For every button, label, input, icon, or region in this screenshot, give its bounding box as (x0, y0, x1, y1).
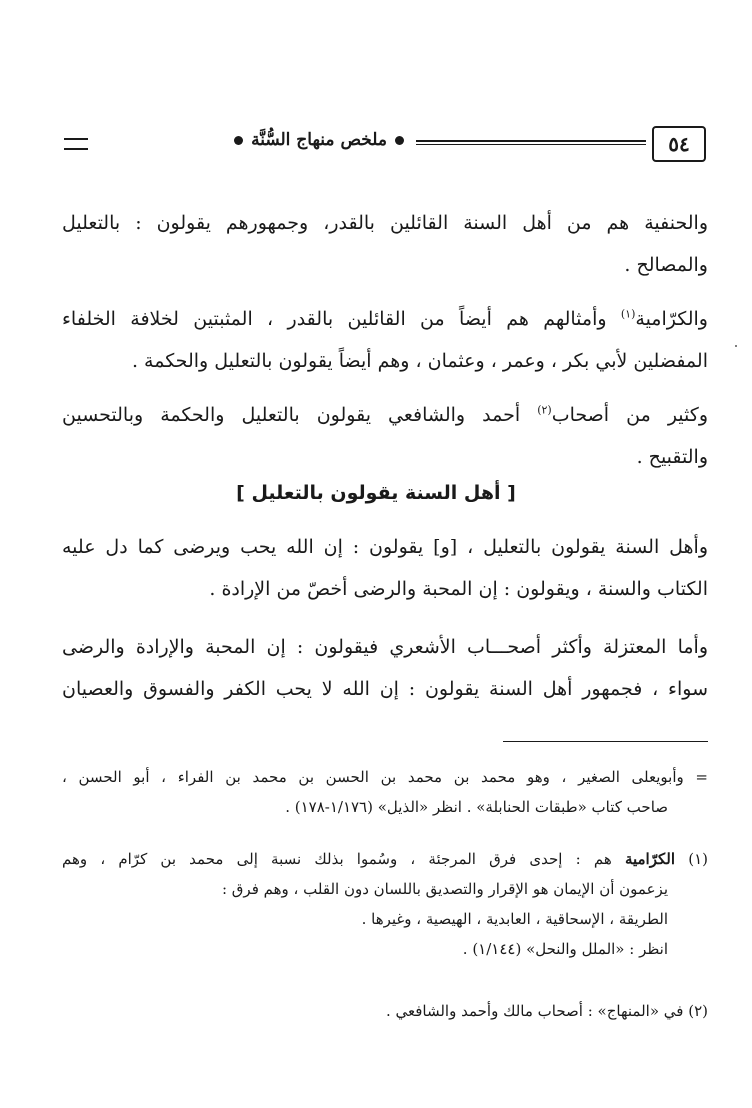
text-line: والحنفية هم من أهل السنة القائلين بالقدر، وجمهورهم يقولون : بالتعليل (62, 212, 708, 234)
text-line: والكرّامية$^{(١)}$ وأمثالهم هم أيضاً من القائلين بالقدر ، المثبتين لخلافة الخلفاء (62, 307, 708, 330)
footnote-line: (٢) في «المنهاج» : أصحاب مالك وأحمد والشافعي . (385, 1002, 708, 1020)
paragraph-3 (62, 394, 708, 478)
bullet-icon (395, 136, 404, 145)
scan-speck (735, 345, 737, 347)
paragraph-1 (62, 202, 708, 286)
page-number: ٥٤ (652, 126, 706, 162)
footnote-term: الكرّامية (624, 850, 676, 868)
footnote-marker: (١) (688, 850, 708, 868)
footnote-ref-1[interactable]: (١) (620, 307, 636, 321)
header-rule-right (416, 140, 646, 145)
text-line: المفضلين لأبي بكر ، وعمر ، وعثمان ، وهم أيضاً يقولون بالتعليل والحكمة . (131, 350, 708, 372)
footnote-separator (503, 741, 708, 742)
footnote-line: (١) الكرّامية هم : إحدى فرق المرجئة ، وسُموا بذلك نسبة إلى محمد بن كرّام ، وهم (62, 850, 708, 868)
footnote-ref-2[interactable]: (٢) (537, 403, 552, 417)
footnote-line: انظر : «الملل والنحل» (١/١٤٤) . (462, 940, 668, 958)
footnote-1 (62, 844, 708, 964)
text-line: وكثير من أصحاب$^{(٢)}$ أحمد والشافعي يقولون بالتعليل والحكمة وبالتحسين (62, 403, 708, 426)
bullet-icon (234, 136, 243, 145)
paragraph-4 (62, 526, 708, 610)
text-line: وأهل السنة يقولون بالتعليل ، [و] يقولون : إن الله يحب ويرضى كما دل عليه (62, 536, 708, 558)
footnote-line: = وأبويعلى الصغير ، وهو محمد بن محمد بن الحسن بن محمد بن الفراء ، أبو الحسن ، (62, 768, 708, 786)
footnote-line: يزعمون أن الإيمان هو الإقرار والتصديق باللسان دون القلب ، وهم فرق : (221, 880, 668, 898)
footnote-line: صاحب كتاب «طبقات الحنابلة» . انظر «الذيل» (١/١٧٦-١٧٨) . (285, 798, 668, 816)
footnote-continued (62, 762, 708, 822)
running-title-text: ملخص منهاج السُّنَّة (251, 130, 387, 150)
page-header (60, 126, 706, 162)
text-line: والتقبيح . (636, 446, 708, 468)
text-line: والمصالح . (624, 254, 708, 276)
footnote-2 (62, 996, 708, 1026)
text-line: الكتاب والسنة ، ويقولون : إن المحبة والرضى أخصّ من الإرادة . (209, 578, 708, 600)
footnote-line: الطريقة ، الإسحاقية ، العابدية ، الهيصية ، وغيرها . (361, 910, 668, 928)
paragraph-2 (62, 298, 708, 382)
running-title (234, 130, 404, 150)
footnote-marker: (٢) (688, 1002, 708, 1020)
text-line: سواء ، فجمهور أهل السنة يقولون : إن الله لا يحب الكفر والفسوق والعصيان (62, 678, 708, 700)
section-heading: [ أهل السنة يقولون بالتعليل ] (236, 482, 516, 504)
header-rule-left (64, 138, 88, 150)
text-line: وأما المعتزلة وأكثر أصحـــاب الأشعري فيقولون : إن المحبة والإرادة والرضى (62, 636, 708, 658)
paragraph-5 (62, 626, 708, 710)
